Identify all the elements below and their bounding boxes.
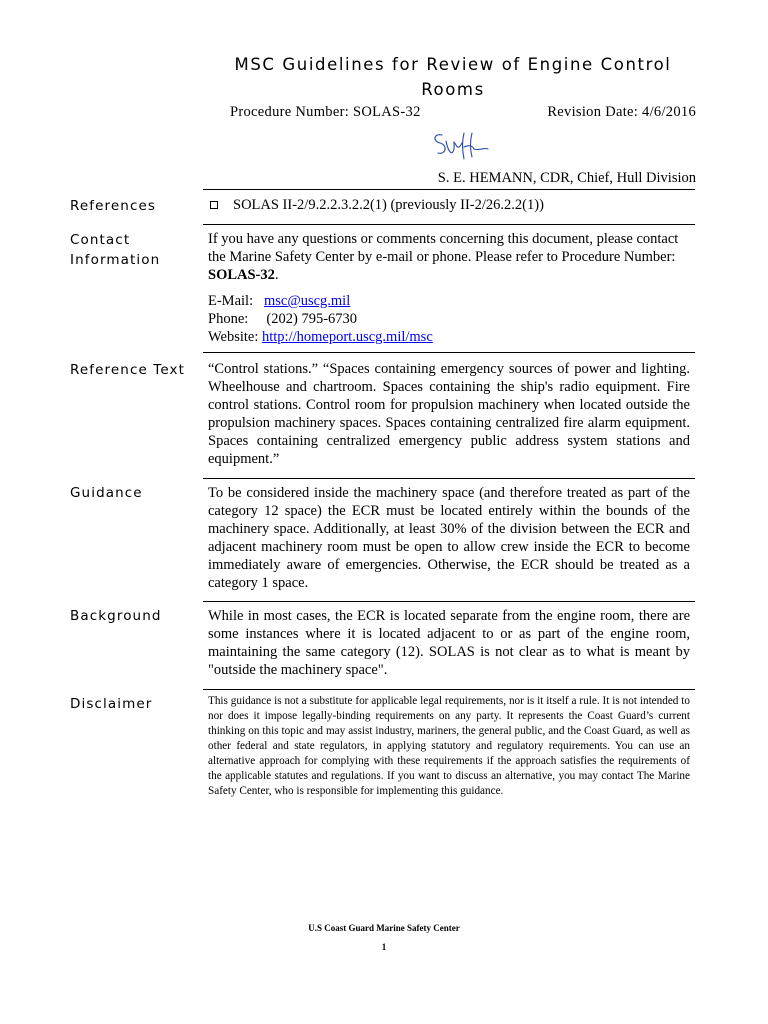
phone-number: (202) 795-6730 — [266, 311, 358, 327]
divider-background — [203, 601, 695, 602]
contact-intro: If you have any questions or comments concerning this document, please contact the Marine Safety Center by e-mail or phone. Please refer to Procedure Number: SOLAS-32. — [208, 231, 679, 283]
divider-disclaimer — [203, 689, 695, 690]
website-row: Website: http://homeport.uscg.mil/msc — [208, 329, 433, 345]
email-row: E-Mail: msc@uscg.mil — [208, 293, 351, 309]
reference-text-body: “Control stations.” “Spaces containing emergency sources of power and lighting. Wheelhouse and chartroom. Spaces containing the ship's radio equipment. Fire control stations. Control room for propulsion machinery when located outside the propulsion machinery spaces. Spaces containing centralized fire alarm equipment. Spaces containing centralized emergency public address system stations and equipment.” — [208, 361, 690, 467]
disclaimer-body: This guidance is not a substitute for applicable legal requirements, nor is it itself a rule. It is not intended to nor does it impose legally-binding requirements on any party. It represents the Coast Guard’s current thinking on this topic and may assist industry, mariners, the general public, and the Coast Guard, as well as other federal and state regulators, in applying statutory and regulatory requirements. You can use an alternative approach for complying with these requirements if the approach satisfies the requirements of the applicable statutes and regulations. If you want to discuss an alternative, you may contact The Marine Safety Center, who is responsible for implementing this guidance. — [208, 695, 690, 797]
signer-name: S. E. HEMANN, CDR, Chief, Hull Division — [437, 170, 696, 186]
revision-date: Revision Date: 4/6/2016 — [547, 104, 696, 120]
divider-references — [203, 189, 695, 190]
footer-org: U.S Coast Guard Marine Safety Center — [308, 923, 460, 933]
procedure-number-bold: SOLAS-32 — [208, 267, 275, 283]
contact-details — [208, 292, 690, 346]
reference-text-label: Reference Text — [70, 362, 185, 378]
procedure-number: Procedure Number: SOLAS-32 — [230, 104, 421, 120]
background-body: While in most cases, the ECR is located separate from the engine room, there are some instances where it is located adjacent to or as part of the engine room, maintaining the same category (12). SOLAS is not clear as to what is meant by "outside the machinery space". — [208, 608, 690, 678]
references-list — [208, 196, 690, 214]
phone-row: Phone: (202) 795-6730 — [208, 311, 358, 327]
website-link[interactable]: http://homeport.uscg.mil/msc — [262, 329, 433, 345]
divider-reference-text — [203, 352, 695, 353]
guidance-body: To be considered inside the machinery space (and therefore treated as part of the category 12 space) the ECR must be located entirely within the bounds of the machinery space. Additionally, at least 30% of the division between the ECR and adjacent machinery room must be open to allow crew inside the ECR to become immediately aware of emergencies. Otherwise, the ECR should be treated as a category 1 space. — [208, 485, 690, 591]
divider-contact — [203, 224, 695, 225]
document-title: MSC Guidelines for Review of Engine Control Rooms — [234, 55, 672, 99]
disclaimer-label: Disclaimer — [70, 696, 153, 712]
divider-guidance — [203, 478, 695, 479]
guidance-label: Guidance — [70, 485, 143, 501]
contact-label: Contact Information — [70, 232, 161, 268]
references-label: References — [70, 198, 157, 214]
email-link[interactable]: msc@uscg.mil — [263, 293, 351, 309]
reference-item: SOLAS II-2/9.2.2.3.2.2(1) (previously II-2/26.2.2(1)) — [233, 197, 544, 213]
page-number: 1 — [381, 942, 387, 952]
signature-image — [428, 127, 492, 167]
background-label: Background — [70, 608, 162, 624]
contact-section — [208, 230, 690, 346]
square-bullet-icon — [210, 201, 218, 209]
